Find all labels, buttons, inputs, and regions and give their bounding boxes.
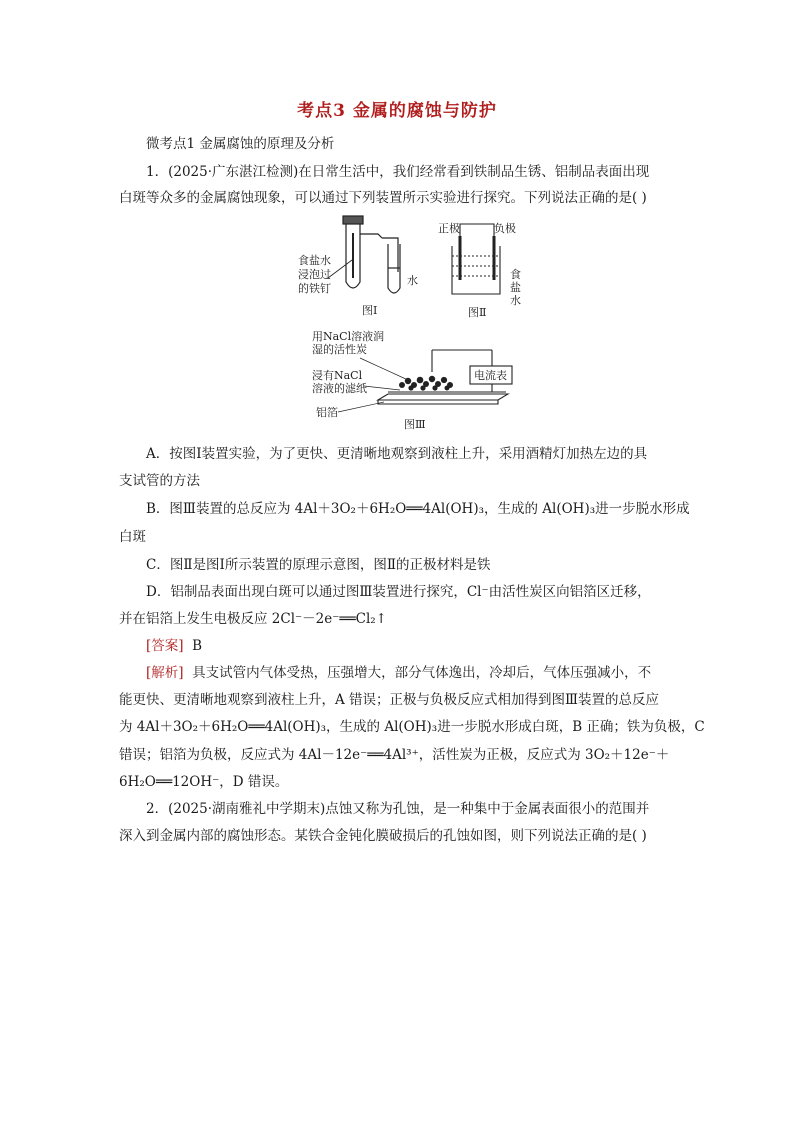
q1-option-c: C．图Ⅱ是图Ⅰ所示装置的原理示意图，图Ⅱ的正极材料是铁 — [146, 557, 491, 573]
explanation-tag: [解析] — [146, 665, 184, 681]
q1-explanation-line3: 为 4Al＋3O₂＋6H₂O══4Al(OH)₃，生成的 Al(OH)₃进一步脱水形成白斑，B 正确；铁为负极，C — [119, 719, 705, 735]
fig3-caption: 图Ⅲ — [404, 418, 426, 431]
q1-explanation-line2: 能更快、更清晰地观察到液柱上升，A 错误；正极与负极反应式相加得到图Ⅲ装置的总反应 — [119, 692, 660, 708]
fig1-label-soaked: 浸泡过 — [298, 268, 331, 281]
q1-explanation-line5: 6H₂O══12OH⁻，D 错误。 — [119, 774, 289, 790]
fig1-label-saltwater: 食盐水 — [298, 254, 331, 267]
explanation-text-1: 具支试管内气体受热，压强增大，部分气体逸出，冷却后，气体压强减小，不 — [192, 665, 652, 681]
q1-explanation-line1 — [146, 663, 651, 683]
fig3-label-foil: 铝箔 — [316, 406, 338, 419]
q1-answer — [146, 636, 202, 656]
q1-option-d-line2: 并在铝箔上发生电极反应 2Cl⁻－2e⁻══Cl₂↑ — [119, 611, 387, 627]
fig3-label-ammeter: 电流表 — [474, 369, 507, 382]
fig1-label-nail: 的铁钉 — [298, 282, 331, 295]
q1-option-b-line2: 白斑 — [119, 529, 146, 545]
fig3-label-filter-2: 溶液的滤纸 — [312, 382, 367, 395]
q2-stem-line1: 2．(2025·湖南雅礼中学期末)点蚀又称为孔蚀，是一种集中于金属表面很小的范围并 — [146, 801, 650, 817]
fig2-label-salt: 盐 — [510, 281, 521, 294]
q1-stem-line1: 1．(2025·广东湛江检测)在日常生活中，我们经常看到铁制品生锈、铝制品表面出现 — [146, 164, 650, 180]
q1-explanation-line4: 错误；铝箔为负极，反应式为 4Al－12e⁻══4Al³⁺，活性炭为正极，反应式为 3O₂＋12e⁻＋ — [119, 747, 670, 763]
q1-stem-line2: 白斑等众多的金属腐蚀现象，可以通过下列装置所示实验进行探究。下列说法正确的是( ) — [119, 190, 647, 206]
q1-option-d-line1: D．铝制品表面出现白斑可以通过图Ⅲ装置进行探究，Cl⁻由活性炭区向铝箔区迁移， — [146, 584, 651, 600]
fig2-label-water: 水 — [510, 294, 521, 307]
fig3-label-carbon-1: 用NaCl溶液润 — [312, 330, 385, 343]
q1-option-a-line2: 支试管的方法 — [119, 473, 200, 489]
fig1-caption: 图Ⅰ — [362, 304, 378, 317]
q1-option-b-line1: B．图Ⅲ装置的总反应为 4Al＋3O₂＋6H₂O══4Al(OH)₃，生成的 Al(OH)₃进一步脱水形成 — [146, 501, 690, 517]
answer-tag: [答案] — [146, 638, 184, 654]
section-title: 考点3 金属的腐蚀与防护 — [297, 101, 497, 121]
answer-value: B — [192, 638, 203, 654]
fig2-caption: 图Ⅱ — [468, 306, 487, 319]
figure-3 — [308, 328, 518, 432]
fig1-label-water: 水 — [407, 274, 418, 287]
figure-1 — [290, 208, 440, 320]
fig2-label-negative: 负极 — [494, 222, 516, 235]
activated-carbon-particles — [399, 376, 453, 391]
fig2-label-food: 食 — [510, 268, 521, 281]
fig2-label-positive: 正极 — [438, 222, 460, 235]
q1-option-a-line1: A．按图Ⅰ装置实验，为了更快、更清晰地观察到液柱上升，采用酒精灯加热左边的具 — [146, 446, 648, 462]
fig3-label-filter-1: 浸有NaCl — [312, 369, 363, 382]
subsection-heading: 微考点1 金属腐蚀的原理及分析 — [146, 136, 335, 152]
fig3-label-carbon-2: 湿的活性炭 — [312, 343, 367, 356]
q2-stem-line2: 深入到金属内部的腐蚀形态。某铁合金钝化膜破损后的孔蚀如图，则下列说法正确的是( ) — [119, 828, 647, 844]
figure-2 — [436, 218, 526, 320]
